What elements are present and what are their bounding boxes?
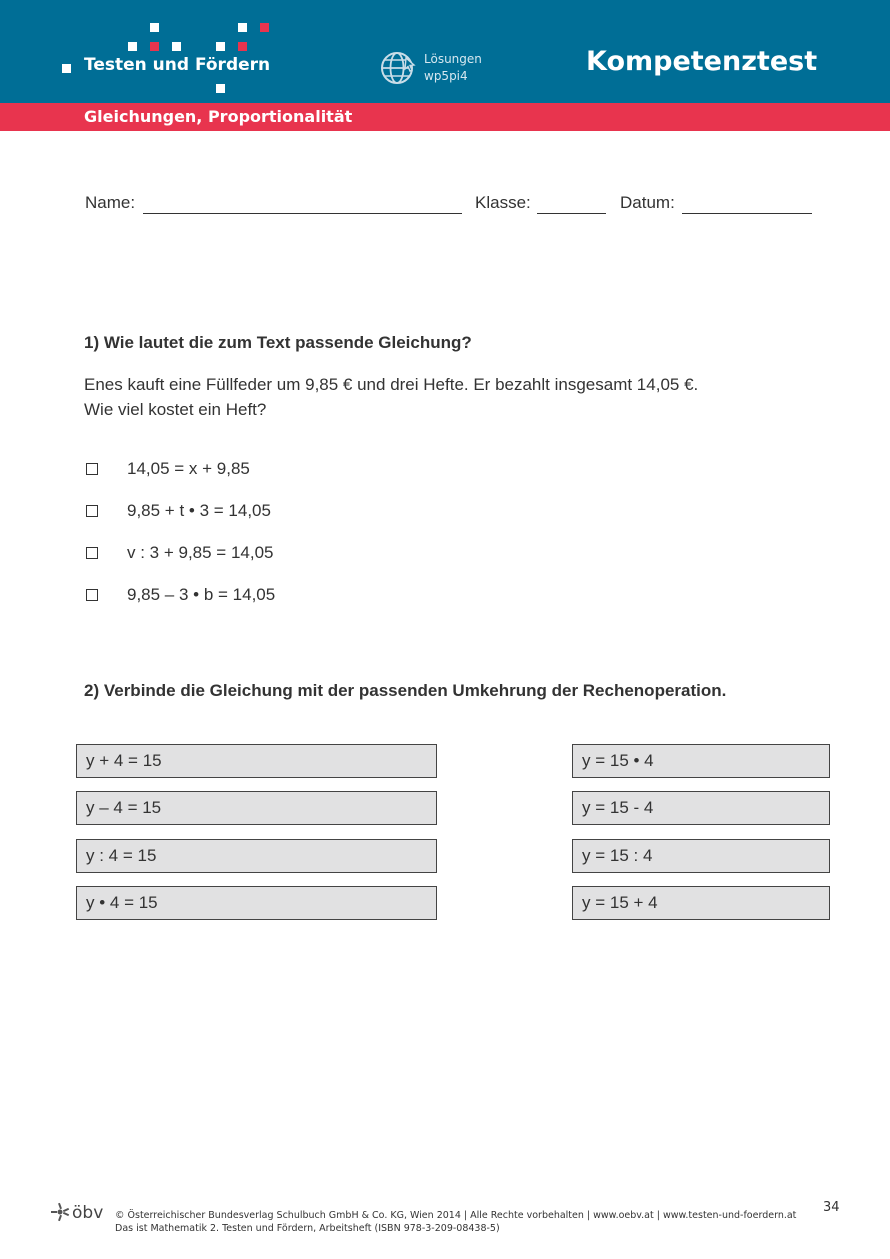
copyright-notice <box>115 1209 796 1235</box>
logo-square-red <box>238 42 247 51</box>
logo-square <box>150 23 159 32</box>
copyright-line: © Österreichischer Bundesverlag Schulbuch GmbH & Co. KG, Wien 2014 | Alle Rechte vorbehalten | www.oebv.at | www.testen-und-foerdern.at <box>115 1210 797 1221</box>
answer-option-label: v : 3 + 9,85 = 14,05 <box>127 543 274 562</box>
equation-box[interactable]: y – 4 = 15 <box>76 791 437 825</box>
name-label: Name: <box>85 193 136 212</box>
name-field[interactable] <box>143 213 462 214</box>
question-1-text-line: Wie viel kostet ein Heft? <box>84 400 267 419</box>
solutions-label: Lösungen <box>424 52 482 66</box>
class-field[interactable] <box>537 213 606 214</box>
question-1-text-line: Enes kauft eine Füllfeder um 9,85 € und drei Hefte. Er bezahlt insgesamt 14,05 €. <box>84 375 699 394</box>
logo-square-red <box>260 23 269 32</box>
question-1-heading: 1) Wie lautet die zum Text passende Gleichung? <box>84 333 472 352</box>
subject-band <box>0 103 890 131</box>
logo-square <box>62 64 71 73</box>
equation-box[interactable]: y • 4 = 15 <box>76 886 437 920</box>
date-field[interactable] <box>682 213 812 214</box>
equation-box[interactable]: y : 4 = 15 <box>76 839 437 873</box>
publisher-name: öbv <box>72 1203 104 1223</box>
header-band <box>0 0 890 103</box>
logo-square <box>216 84 225 93</box>
question-2-heading: 2) Verbinde die Gleichung mit der passenden Umkehrung der Rechenoperation. <box>84 681 727 700</box>
class-label: Klasse: <box>475 193 531 212</box>
equation-box[interactable]: y + 4 = 15 <box>76 744 437 778</box>
solutions-code: wp5pi4 <box>424 69 468 83</box>
logo-square <box>128 42 137 51</box>
question-1-text <box>84 372 698 422</box>
date-label: Datum: <box>620 193 675 212</box>
publisher-logo <box>50 1200 120 1224</box>
logo-square <box>172 42 181 51</box>
checkbox[interactable] <box>86 589 98 601</box>
globe-cursor-icon <box>380 50 416 86</box>
logo-square <box>238 23 247 32</box>
checkbox[interactable] <box>86 505 98 517</box>
solutions-link[interactable] <box>424 51 482 85</box>
inverse-operation-box[interactable]: y = 15 • 4 <box>572 744 830 778</box>
subject-title: Gleichungen, Proportionalität <box>84 107 353 126</box>
checkbox[interactable] <box>86 463 98 475</box>
page-title: Kompetenztest <box>586 46 818 77</box>
answer-option-label: 9,85 + t • 3 = 14,05 <box>127 501 271 520</box>
logo-text: Testen und Fördern <box>84 55 271 75</box>
inverse-operation-box[interactable]: y = 15 + 4 <box>572 886 830 920</box>
copyright-line: Das ist Mathematik 2. Testen und Fördern, Arbeitsheft (ISBN 978-3-209-08438-5) <box>115 1223 500 1234</box>
inverse-operation-box[interactable]: y = 15 - 4 <box>572 791 830 825</box>
answer-option-label: 9,85 – 3 • b = 14,05 <box>127 585 276 604</box>
publisher-star-icon <box>51 1203 69 1221</box>
inverse-operation-box[interactable]: y = 15 : 4 <box>572 839 830 873</box>
page-number: 34 <box>823 1200 840 1215</box>
logo-square-red <box>150 42 159 51</box>
checkbox[interactable] <box>86 547 98 559</box>
answer-option-label: 14,05 = x + 9,85 <box>127 459 250 478</box>
logo-square <box>216 42 225 51</box>
